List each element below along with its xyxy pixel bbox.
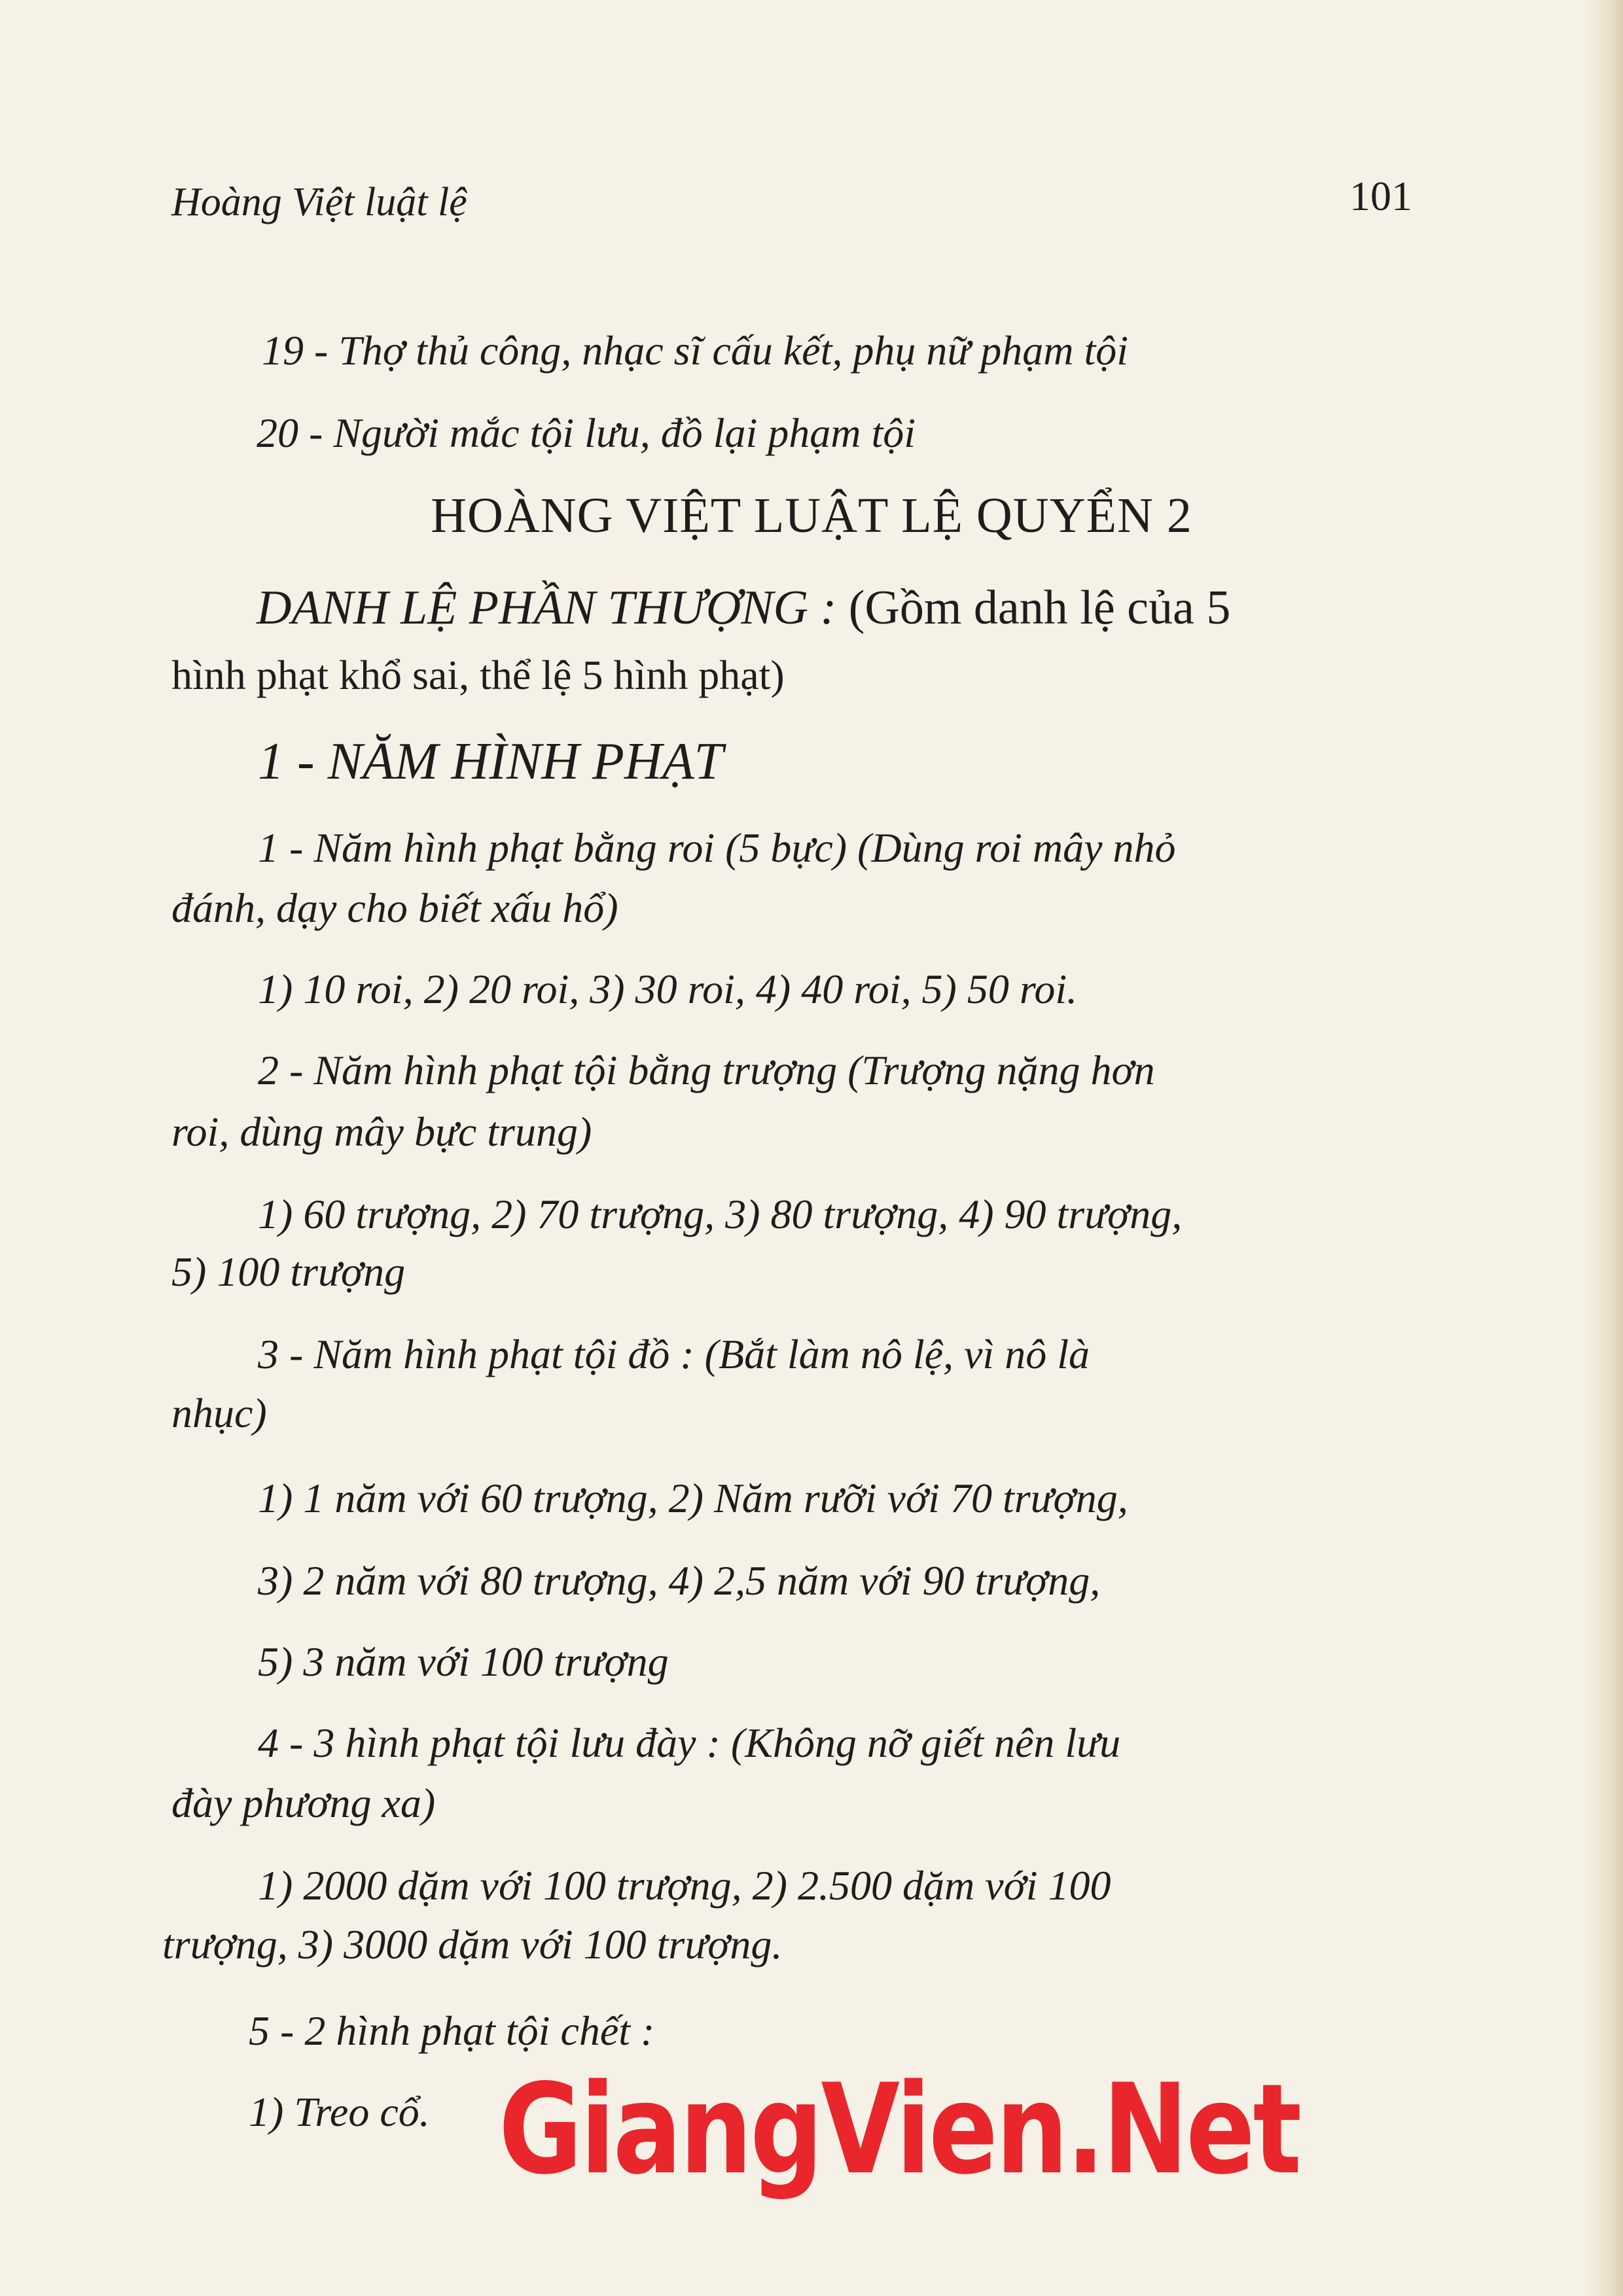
part-heading: DANH LỆ PHẦN THƯỢNG :	[257, 581, 837, 635]
list-line: 1) 10 roi, 2) 20 roi, 3) 30 roi, 4) 40 roi, 5) 50 roi.	[258, 966, 1078, 1012]
text-line: 5 - 2 hình phạt tội chết :	[249, 2007, 655, 2054]
text-line: roi, dùng mây bực trung)	[171, 1108, 592, 1155]
running-header: Hoàng Việt luật lệ	[171, 180, 467, 224]
text-line: đánh, dạy cho biết xấu hổ)	[171, 885, 618, 931]
list-line: trượng, 3) 3000 dặm với 100 trượng.	[162, 1921, 783, 1968]
text-line: 4 - 3 hình phạt tội lưu đày : (Không nỡ giết nên lưu	[258, 1720, 1121, 1766]
list-line: 5) 100 trượng	[171, 1248, 406, 1295]
page-number: 101	[1349, 173, 1412, 219]
book-title: HOÀNG VIỆT LUẬT LỆ QUYỂN 2	[431, 488, 1192, 543]
part-description: (Gồm danh lệ của 5	[836, 581, 1231, 635]
text-line: đày phương xa)	[171, 1780, 436, 1826]
page-edge-shadow	[1584, 0, 1623, 2296]
list-line: 1) 1 năm với 60 trượng, 2) Năm rưỡi với 70 trượng,	[258, 1475, 1128, 1521]
list-line: 3) 2 năm với 80 trượng, 4) 2,5 năm với 90 trượng,	[258, 1557, 1101, 1604]
intro-paragraph-line	[257, 581, 1231, 635]
text-line: nhục)	[171, 1390, 267, 1436]
watermark-logo: GiangVien.Net	[499, 2057, 1300, 2202]
list-line: 1) 2000 dặm với 100 trượng, 2) 2.500 dặm với 100	[258, 1862, 1111, 1909]
list-line: 1) Treo cổ.	[249, 2089, 430, 2135]
intro-paragraph-line: hình phạt khổ sai, thể lệ 5 hình phạt)	[171, 652, 785, 698]
text-line: 3 - Năm hình phạt tội đồ : (Bắt làm nô lệ, vì nô là	[258, 1331, 1090, 1377]
list-line: 1) 60 trượng, 2) 70 trượng, 3) 80 trượng, 4) 90 trượng,	[258, 1191, 1183, 1237]
text-line: 20 - Người mắc tội lưu, đồ lại phạm tội	[257, 410, 916, 456]
list-line: 5) 3 năm với 100 trượng	[258, 1638, 669, 1685]
text-line: 19 - Thợ thủ công, nhạc sĩ cấu kết, phụ nữ phạm tội	[262, 327, 1129, 374]
section-heading: 1 - NĂM HÌNH PHẠT	[258, 733, 724, 790]
text-line: 1 - Năm hình phạt bằng roi (5 bực) (Dùng roi mây nhỏ	[258, 824, 1176, 871]
text-line: 2 - Năm hình phạt tội bằng trượng (Trượng nặng hơn	[258, 1047, 1155, 1093]
